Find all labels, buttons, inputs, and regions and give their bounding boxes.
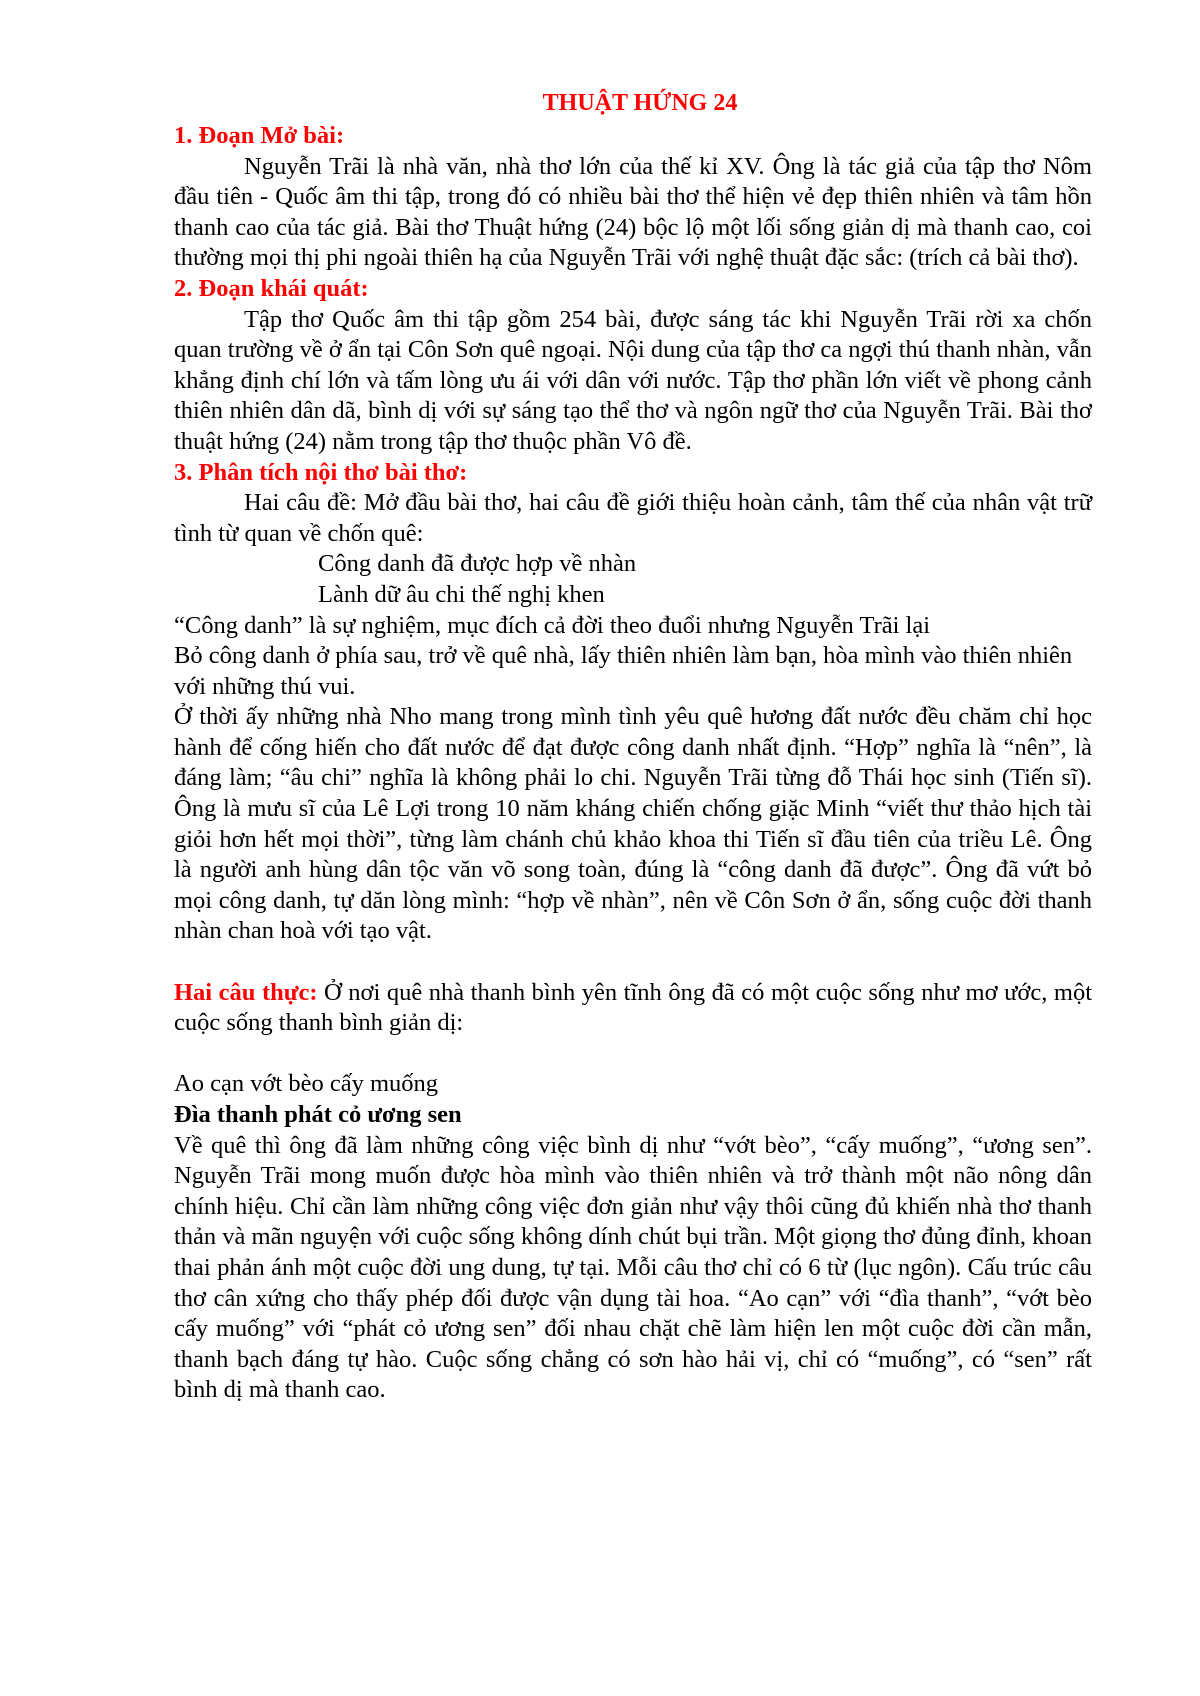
analysis-paragraph: Ở thời ấy những nhà Nho mang trong mình tình yêu quê hương đất nước đều chăm chỉ học hành để cống hiến cho đất nước để đạt được công danh nhất định. “Hợp” nghĩa là “nên”, là đáng làm; “âu chi” nghĩa là không phải lo chi. Nguyễn Trãi từng đỗ Thái học sinh (Tiến sĩ). Ông là mưu sĩ của Lê Lợi trong 10 năm kháng chiến chống giặc Minh “viết thư thảo hịch tài giỏi hơn hết mọi thời”, từng làm chánh chủ khảo khoa thi Tiến sĩ đầu tiên của triều Lê. Ông là người anh hùng dân tộc văn võ song toàn, đúng là “công danh đã được”. Ông đã vứt bỏ mọi công danh, tự dăn lòng mình: “hợp về nhàn”, nên về Côn Sơn ở ẩn, sống cuộc đời thanh nhàn chan hoà với tạo vật.: [174, 703, 1092, 945]
analysis-intro-paragraph: Hai câu đề: Mở đầu bài thơ, hai câu đề giới thiệu hoàn cảnh, tâm thế của nhân vật trữ tình từ quan về chốn quê:: [174, 489, 1092, 547]
real-couplet-analysis: Về quê thì ông đã làm những công việc bình dị như “vớt bèo”, “cấy muống”, “ương sen”. Nguyễn Trãi mong muốn được hòa mình vào thiên nhiên và trở thành một não nông dân chính hiệu. Chỉ cần làm những công việc đơn giản như vậy thôi cũng đủ khiến nhà thơ thanh thản và mãn nguyện với cuộc sống không dính chút bụi trần. Một giọng thơ đủng đỉnh, khoan thai phản ánh một cuộc đời ung dung, tự tại. Mỗi câu thơ chỉ có 6 từ (lục ngôn). Cấu trúc câu thơ cân xứng cho thấy phép đối được vận dụng tài hoa. “Ao cạn” với “đìa thanh”, “vớt bèo cấy muống” với “phát cỏ ương sen” đối nhau chặt chẽ làm hiện len một cuộc đời cần mẫn, thanh bạch đáng tự hào. Cuộc sống chẳng có sơn hào hải vị, chỉ có “muống”, có “sen” rất bình dị mà thanh cao.: [174, 1131, 1093, 1404]
poem-verse-line: Công danh đã được hợp về nhàn: [318, 550, 637, 578]
poem-verse-line: Ao cạn vớt bèo cấy muống: [174, 1070, 439, 1098]
analysis-paragraph: Bỏ công danh ở phía sau, trở về quê nhà, lấy thiên nhiên làm bạn, hòa mình vào thiên nhiên với những thú vui.: [174, 642, 1073, 700]
section-heading-analysis: 3. Phân tích nội thơ bài thơ:: [174, 458, 468, 486]
intro-paragraph: Nguyễn Trãi là nhà văn, nhà thơ lớn của thế kỉ XV. Ông là tác giả của tập thơ Nôm đầu tiên - Quốc âm thi tập, trong đó có nhiều bài thơ thể hiện vẻ đẹp thiên nhiên và tâm hồn thanh cao của tác giả. Bài thơ Thuật hứng (24) bộc lộ một lối sống giản dị mà thanh cao, coi thường mọi thị phi ngoài thiên hạ của Nguyễn Trãi với nghệ thuật đặc sắc: (trích cả bài thơ).: [174, 152, 1092, 272]
section-heading-intro: 1. Đoạn Mở bài:: [174, 122, 345, 149]
analysis-paragraph: “Công danh” là sự nghiệm, mục đích cả đời theo đuổi nhưng Nguyễn Trãi lại: [174, 611, 931, 639]
section-heading-overview: 2. Đoạn khái quát:: [174, 274, 369, 302]
real-couplet-intro: Ở nơi quê nhà thanh bình yên tĩnh ông đã có một cuộc sống như mơ ước, một cuộc sống thanh bình giản dị:: [174, 978, 1093, 1037]
poem-verse-line: Lành dữ âu chi thế nghị khen: [318, 580, 605, 608]
document-title: THUẬT HỨNG 24: [542, 90, 738, 116]
section-heading-real-couplet: Hai câu thực:: [174, 978, 318, 1006]
paragraph-spacer: [174, 947, 1092, 978]
poem-verse-line: Đìa thanh phát cỏ ương sen: [174, 1101, 462, 1128]
paragraph-spacer: [174, 1039, 1092, 1070]
document-content: [174, 88, 1092, 1406]
overview-paragraph: Tập thơ Quốc âm thi tập gồm 254 bài, được sáng tác khi Nguyễn Trãi rời xa chốn quan trường về ở ẩn tại Côn Sơn quê ngoại. Nội dung của tập thơ ca ngợi thú thanh nhàn, vẫn khẳng định chí lớn và tấm lòng ưu ái với dân với nước. Tập thơ phần lớn viết về phong cảnh thiên nhiên dân dã, bình dị với sự sáng tạo thể thơ và ngôn ngữ thơ của Nguyễn Trãi. Bài thơ thuật hứng (24) nằm trong tập thơ thuộc phần Vô đề.: [174, 305, 1092, 455]
real-couplet-paragraph: [174, 978, 1092, 1039]
